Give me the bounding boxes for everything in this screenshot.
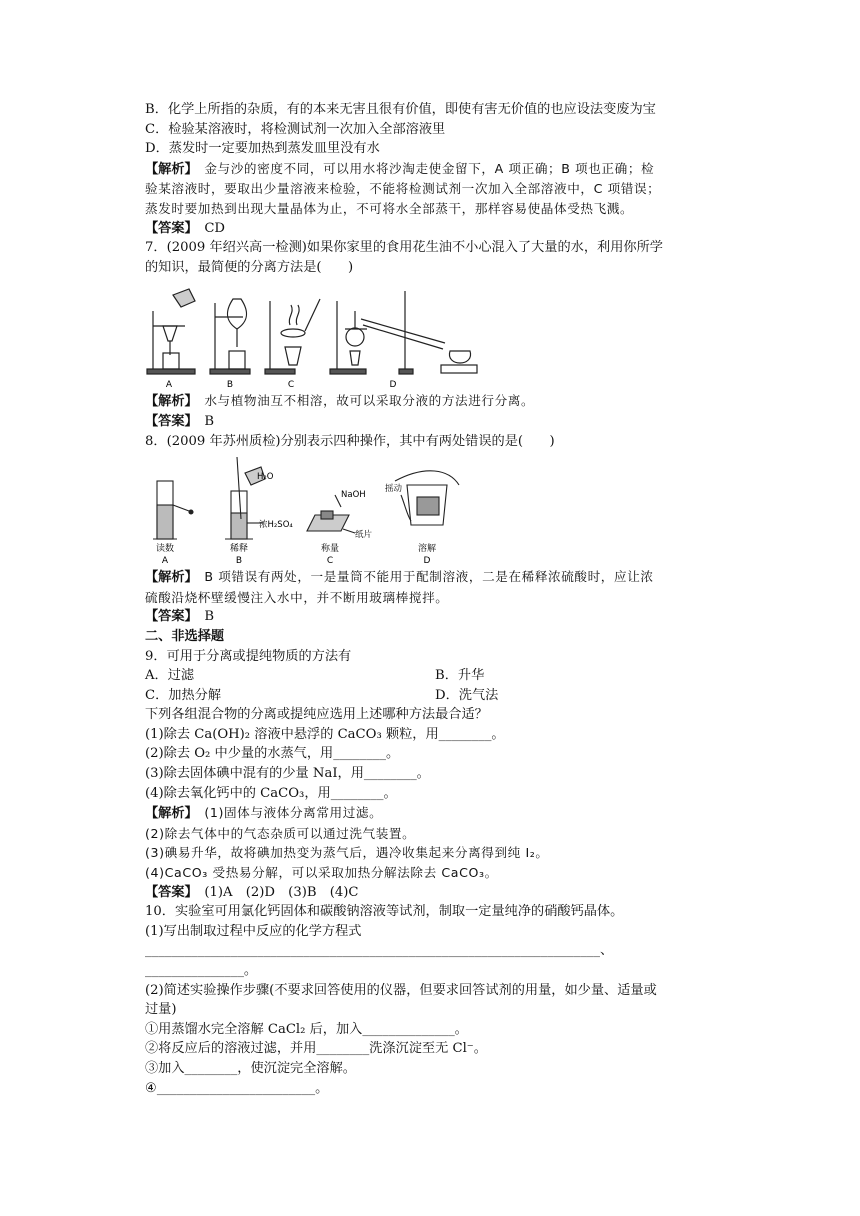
q9-options-row (145, 666, 740, 686)
answer-tag: 【答案】 (145, 220, 192, 236)
fig-label-a: A (165, 380, 173, 390)
q8-analysis-text: B 项错误有两处，一是量筒不能用于配制溶液，二是在稀释浓硫酸时，应让浓 (191, 569, 654, 585)
q10-stem: 10．实验室可用氯化钙固体和碳酸钠溶液等试剂，制取一定量纯净的硝酸钙晶体。 (145, 904, 624, 920)
section-heading: 二、非选择题 (145, 628, 225, 644)
q9-answer-line (145, 883, 740, 903)
q8-operations-figure (145, 455, 740, 565)
fig-label-c: C (326, 556, 334, 566)
q9-stem: 9．可用于分离或提纯物质的方法有 (145, 648, 352, 664)
option-d: D．蒸发时一定要加热到蒸发皿里没有水 (145, 141, 380, 157)
fig-label-a: A (161, 556, 169, 566)
analysis-tag: 【解析】 (145, 394, 192, 410)
caption-b: 稀释 (229, 544, 249, 555)
q7-answer: B (191, 413, 215, 429)
q10-blank-line: _____________________________________________________________________、 (145, 943, 614, 959)
q9-item: (1)除去 Ca(OH)₂ 溶液中悬浮的 CaCO₃ 颗粒，用________。 (145, 726, 505, 742)
q9-item: (3)除去固体碘中混有的少量 NaI，用________。 (145, 766, 430, 782)
document-page (145, 100, 740, 1098)
q6-analysis-text: 验某溶液时，要取出少量溶液来检验，不能将检测试剂一次加入全部溶液中，C 项错误； (145, 181, 661, 197)
fig-label-d: D (389, 380, 397, 390)
q9-analysis-text: (1)固体与液体分离常用过滤。 (191, 805, 383, 821)
answer-tag: 【答案】 (145, 884, 192, 900)
q9-ask: 下列各组混合物的分离或提纯应选用上述哪种方法最合适？ (145, 707, 488, 723)
q9-option-c: C．加热分解 (145, 687, 222, 703)
q10-part1: (1)写出制取过程中反应的化学方程式 (145, 923, 362, 939)
q9-option-d: D．洗气法 (435, 687, 499, 703)
q9-analysis-text: (2)除去气体中的气态杂质可以通过洗气装置。 (145, 825, 416, 841)
option-c: C．检验某溶液时，将检测试剂一次加入全部溶液里 (145, 121, 446, 137)
label-paper: 纸片 (355, 530, 373, 541)
q6-analysis-line (145, 159, 740, 180)
label-shake: 摇动 (385, 484, 403, 495)
fig-label-d: D (423, 556, 431, 566)
answer-tag: 【答案】 (145, 413, 192, 429)
q8-analysis-text: 硫酸沿烧杯壁缓慢注入水中，并不断用玻璃棒搅拌。 (145, 589, 449, 605)
q6-answer: CD (191, 220, 226, 236)
q9-item: (4)除去氧化钙中的 CaCO₃，用________。 (145, 785, 397, 801)
q8-analysis-line (145, 567, 740, 588)
q6-analysis-text: 金与沙的密度不同，可以用水将沙淘走使金留下，A 项正确；B 项也正确；检 (191, 160, 655, 176)
q10-step: ③加入________，使沉淀完全溶解。 (145, 1060, 356, 1076)
q9-item: (2)除去 O₂ 中少量的水蒸气，用________。 (145, 746, 400, 762)
q7-stem: 7．(2009 年绍兴高一检测)如果你家里的食用花生油不小心混入了大量的水，利用你所学 (145, 240, 663, 256)
q8-answer: B (191, 609, 215, 625)
option-b: B．化学上所指的杂质，有的本来无害且很有价值，即使有害无价值的也应设法变废为宝 (145, 102, 656, 117)
q10-step: ①用蒸馏水完全溶解 CaCl₂ 后，加入______________。 (145, 1021, 468, 1037)
q7-stem: 的知识，最简便的分离方法是( ) (145, 259, 354, 275)
label-water: H₂O (257, 472, 274, 483)
answer-tag: 【答案】 (145, 609, 192, 625)
separation-apparatus-diagram (145, 281, 485, 389)
caption-a: 读数 (155, 544, 175, 555)
analysis-tag: 【解析】 (145, 161, 192, 177)
fig-label-b: B (226, 380, 234, 390)
analysis-tag: 【解析】 (145, 806, 192, 822)
q10-part2: 过量) (145, 1002, 177, 1018)
q9-answer: (1)A (2)D (3)B (4)C (191, 884, 359, 900)
analysis-tag: 【解析】 (145, 570, 192, 586)
q6-analysis-text: 蒸发时要加热到出现大量晶体为止，不可将水全部蒸干，那样容易使晶体受热飞溅。 (145, 200, 634, 216)
fig-label-b: B (235, 556, 243, 566)
q9-analysis-text: (3)碘易升华，故将碘加热变为蒸气后，遇冷收集起来分离得到纯 I₂。 (145, 845, 549, 861)
q9-option-b: B．升华 (435, 668, 485, 684)
q10-blank-line: _______________。 (145, 963, 258, 978)
q10-step: ②将反应后的溶液过滤，并用________洗涤沉淀至无 Cl⁻。 (145, 1041, 487, 1057)
q8-stem: 8．(2009 年苏州质检)分别表示四种操作，其中有两处错误的是( ) (145, 433, 555, 449)
lab-operations-diagram (145, 455, 465, 565)
q10-step: ④________________________。 (145, 1080, 329, 1096)
q7-answer-line (145, 412, 740, 432)
q7-analysis-text: 水与植物油互不相溶，故可以采取分液的方法进行分离。 (191, 393, 535, 409)
fig-label-c: C (287, 380, 295, 390)
caption-c: 称量 (320, 544, 340, 555)
q9-option-a: A．过滤 (145, 668, 195, 684)
label-naoh: NaOH (341, 490, 366, 501)
q6-answer-line (145, 219, 740, 239)
caption-d: 溶解 (417, 544, 437, 555)
label-acid: 浓H₂SO₄ (259, 520, 293, 531)
q9-analysis-text: (4)CaCO₃ 受热易分解，可以采取加热分解法除去 CaCO₃。 (145, 865, 498, 881)
q8-answer-line (145, 607, 740, 627)
q7-apparatus-figure (145, 281, 740, 389)
q9-analysis-line (145, 803, 740, 824)
q7-analysis-line (145, 391, 740, 412)
q9-options-row (145, 686, 740, 706)
q10-part2: (2)简述实验操作步骤(不要求回答使用的仪器，但要求回答试剂的用量，如少量、适量或 (145, 982, 657, 998)
